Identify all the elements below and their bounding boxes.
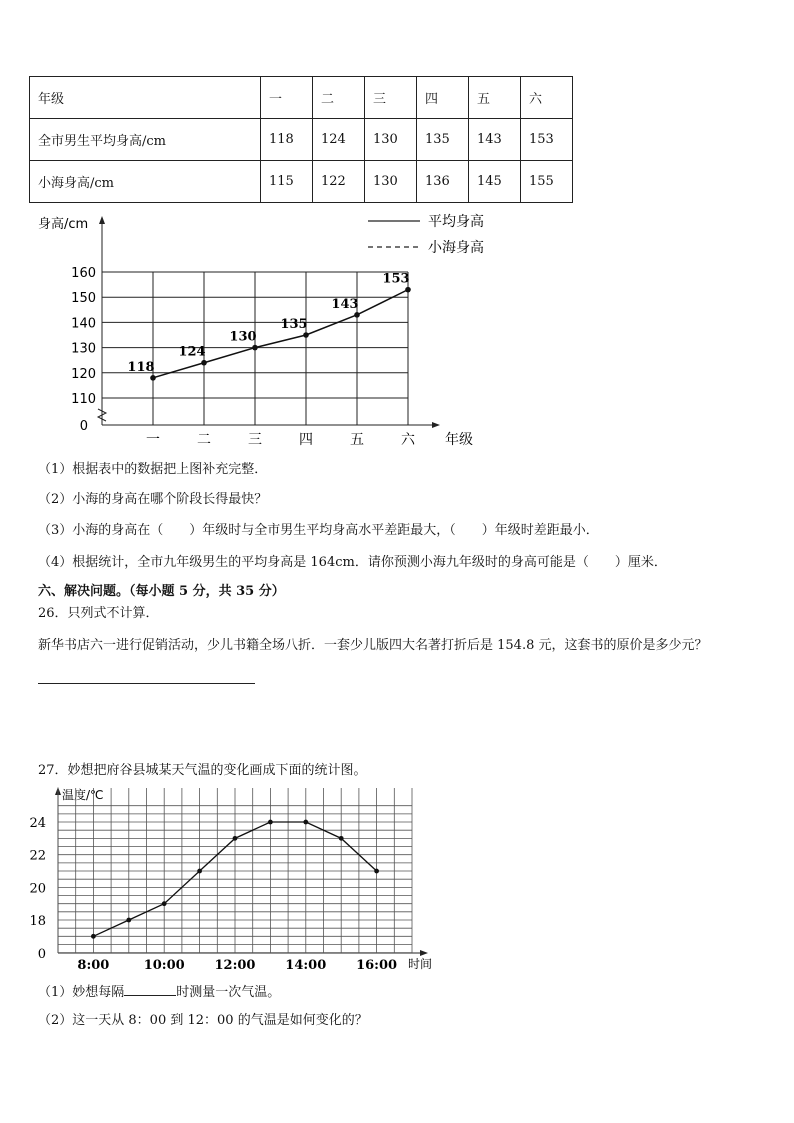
table-cell: 124 <box>313 119 365 161</box>
table-cell: 五 <box>469 77 521 119</box>
problem-27-q1-part-b: 时测量一次气温。 <box>176 985 281 1000</box>
height-line-chart <box>38 213 484 448</box>
table-cell: 136 <box>417 161 469 203</box>
chart2-point <box>339 836 344 841</box>
chart1-ytick-label: 120 <box>71 366 96 382</box>
chart1-y-arrow <box>99 216 105 224</box>
temperature-line-chart <box>29 787 432 973</box>
problem-27-q2: （2）这一天从 8：00 到 12：00 的气温是如何变化的？ <box>38 1013 368 1028</box>
chart1-point <box>303 332 309 338</box>
question-3: （3）小海的身高在（ ）年级时与全市男生平均身高水平差距最大，（ ）年级时差距最小． <box>38 523 599 538</box>
chart1-point <box>201 360 207 366</box>
chart2-ytick-label: 22 <box>29 848 46 864</box>
chart1-axis-break <box>98 409 106 421</box>
chart1-data-label: 143 <box>331 296 359 312</box>
chart1-zero-label: 0 <box>79 419 88 434</box>
chart1-point <box>252 345 258 351</box>
chart2-x-arrow <box>420 950 428 956</box>
chart1-data-label: 118 <box>127 359 155 375</box>
table-cell: 小海身高/cm <box>30 161 261 203</box>
chart1-xtick-label: 四 <box>299 432 313 448</box>
chart1-point <box>150 375 156 381</box>
question-2: （2）小海的身高在哪个阶段长得最快？ <box>38 492 268 507</box>
chart2-point <box>91 934 96 939</box>
chart2-xlabel: 时间 <box>408 957 433 971</box>
chart1-data-label: 135 <box>280 317 308 332</box>
table-cell: 全市男生平均身高/cm <box>30 119 261 161</box>
chart2-xtick-label: 12:00 <box>214 958 256 973</box>
legend-average: 平均身高 <box>428 214 484 230</box>
table-cell: 122 <box>313 161 365 203</box>
answer-blank-27-1[interactable] <box>124 983 176 996</box>
table-cell: 155 <box>521 161 573 203</box>
chart1-xtick-label: 二 <box>197 432 211 448</box>
chart2-ytick-label: 20 <box>29 881 46 897</box>
table-cell: 130 <box>365 119 417 161</box>
problem-26-text: 新华书店六一进行促销活动，少儿书籍全场八折．一套少儿版四大名著打折后是 154.8 元，这套书的原价是多少元？ <box>38 638 708 653</box>
question-1: （1）根据表中的数据把上图补充完整． <box>38 462 268 477</box>
table-cell: 115 <box>261 161 313 203</box>
table-cell: 年级 <box>30 77 261 119</box>
chart1-data-label: 153 <box>382 271 410 287</box>
chart2-point <box>126 918 131 923</box>
chart2-xtick-label: 14:00 <box>285 958 327 973</box>
chart2-xtick-label: 16:00 <box>356 958 398 973</box>
table-cell: 一 <box>261 77 313 119</box>
chart2-point <box>233 836 238 841</box>
chart2-point <box>303 820 308 825</box>
table-cell: 135 <box>417 119 469 161</box>
chart2-point <box>374 869 379 874</box>
chart1-data-label: 124 <box>178 344 206 360</box>
chart1-ytick-label: 140 <box>71 316 96 332</box>
table-cell: 153 <box>521 119 573 161</box>
chart1-ytick-label: 130 <box>71 341 96 357</box>
chart1-series-average-line <box>153 290 408 378</box>
chart1-ytick-label: 110 <box>71 392 96 407</box>
table-cell: 118 <box>261 119 313 161</box>
answer-line-26[interactable] <box>38 683 255 684</box>
chart1-xtick-label: 五 <box>350 432 364 448</box>
chart2-xtick-label: 10:00 <box>143 958 185 973</box>
problem-26-title: 26．只列式不计算． <box>38 606 159 621</box>
table-cell: 143 <box>469 119 521 161</box>
chart1-xtick-label: 一 <box>146 432 160 448</box>
chart2-point <box>268 820 273 825</box>
chart1-data-label: 130 <box>229 329 257 345</box>
chart2-ytick-label: 24 <box>29 816 46 832</box>
chart1-point <box>405 287 411 293</box>
chart2-point <box>162 901 167 906</box>
chart2-ylabel: 温度/℃ <box>62 788 104 802</box>
problem-27-title: 27．妙想把府谷县城某天气温的变化画成下面的统计图。 <box>38 763 367 778</box>
chart1-xtick-label: 三 <box>248 432 262 448</box>
table-cell: 145 <box>469 161 521 203</box>
table-cell: 六 <box>521 77 573 119</box>
chart1-x-arrow <box>432 422 440 428</box>
legend-xiaohai: 小海身高 <box>428 240 484 256</box>
table-cell: 二 <box>313 77 365 119</box>
chart2-zero-label: 0 <box>37 947 46 962</box>
table-cell: 130 <box>365 161 417 203</box>
chart2-ytick-label: 18 <box>29 914 46 929</box>
question-4: （4）根据统计，全市九年级男生的平均身高是 164cm．请你预测小海九年级时的身高可能是（ ）厘米． <box>38 555 667 570</box>
chart1-ylabel: 身高/cm <box>38 217 89 232</box>
table-cell: 四 <box>417 77 469 119</box>
chart2-point <box>197 869 202 874</box>
chart1-ytick-label: 160 <box>71 266 96 281</box>
table-cell: 三 <box>365 77 417 119</box>
chart1-xlabel: 年级 <box>445 432 473 448</box>
chart1-xtick-label: 六 <box>401 432 415 448</box>
chart1-point <box>354 312 360 318</box>
problem-27-q1 <box>38 983 280 1001</box>
chart1-ytick-label: 150 <box>71 291 96 307</box>
chart2-xtick-label: 8:00 <box>77 958 110 973</box>
section-6-header: 六、解决问题。（每小题 5 分，共 35 分） <box>38 584 285 599</box>
problem-27-q1-part-a: （1）妙想每隔 <box>38 985 125 1000</box>
